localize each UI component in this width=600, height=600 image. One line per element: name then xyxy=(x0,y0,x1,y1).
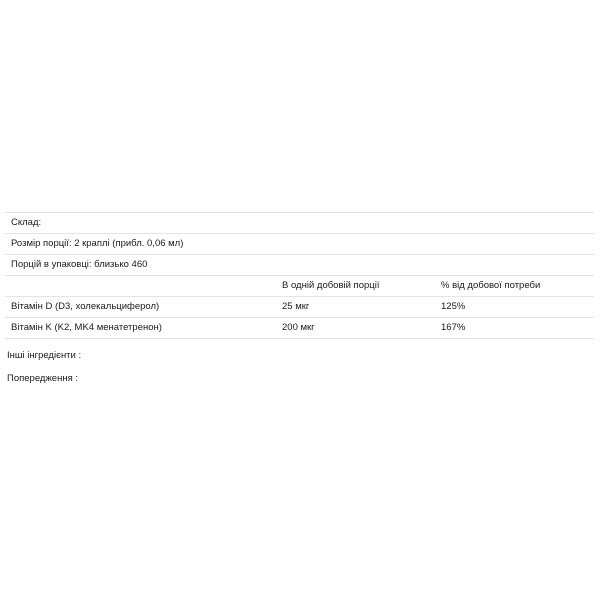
nutrient-percent: 167% xyxy=(435,318,594,339)
nutrient-percent: 125% xyxy=(435,297,594,318)
serving-size-row xyxy=(5,234,594,255)
nutrient-row xyxy=(5,318,594,339)
composition-row xyxy=(5,213,594,234)
supplement-facts-table xyxy=(5,212,594,339)
column-header-row xyxy=(5,276,594,297)
daily-value-header: % від добової потреби xyxy=(435,276,594,297)
servings-per-container: Порцій в упаковці: близько 460 xyxy=(5,255,594,276)
serving-size: Розмір порції: 2 краплі (прибл. 0,06 мл) xyxy=(5,234,594,255)
per-serving-header: В одній добовій порції xyxy=(276,276,435,297)
warnings-label: Попередження : xyxy=(7,373,78,384)
composition-label: Склад: xyxy=(5,213,594,234)
nutrient-amount: 25 мкг xyxy=(276,297,435,318)
nutrient-name: Вітамін D (D3, холекальциферол) xyxy=(5,297,276,318)
nutrient-amount: 200 мкг xyxy=(276,318,435,339)
servings-per-container-row xyxy=(5,255,594,276)
other-ingredients-label: Інші інгредієнти : xyxy=(7,350,82,361)
nutrient-row xyxy=(5,297,594,318)
nutrient-name: Вітамін K (K2, MK4 менатетренон) xyxy=(5,318,276,339)
header-empty-cell xyxy=(5,276,276,297)
